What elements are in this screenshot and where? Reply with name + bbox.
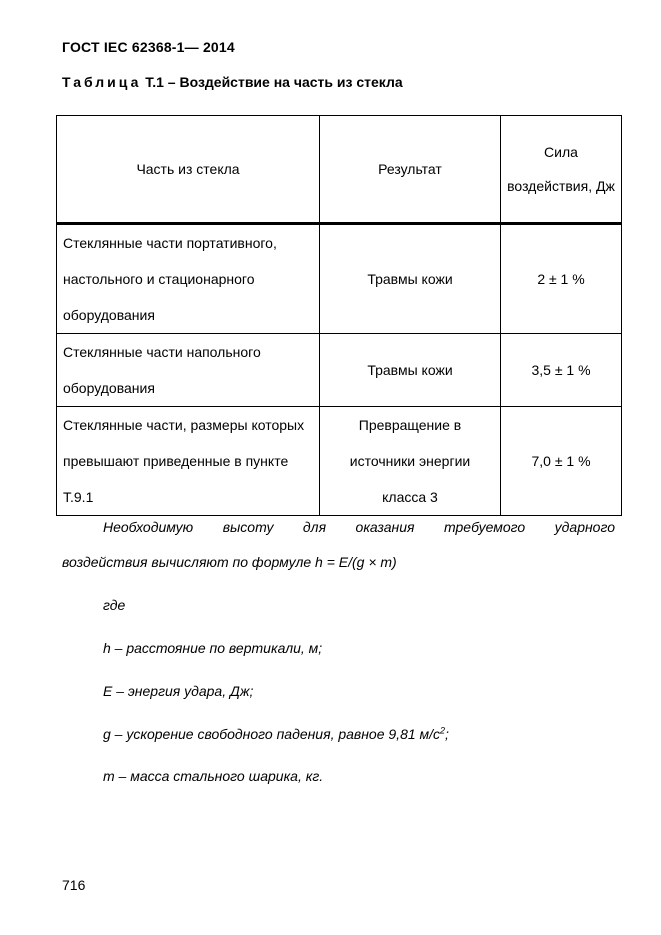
table-caption-title: Т.1 – Воздействие на часть из стекла bbox=[141, 74, 403, 90]
impact-table bbox=[56, 115, 622, 516]
table-cell-force: 3,5 ± 1 % bbox=[501, 334, 622, 407]
formula-paragraph-line1: Необходимую высоту для оказания требуемого ударного bbox=[103, 519, 615, 535]
table-row bbox=[57, 224, 622, 334]
table-cell-result: Превращение в источники энергии класса 3 bbox=[320, 407, 501, 516]
table-cell-part: Стеклянные части портативного, настольного и стационарного оборудования bbox=[57, 224, 320, 334]
definition-g-superscript: 2 bbox=[440, 725, 446, 736]
table-cell-result: Травмы кожи bbox=[320, 334, 501, 407]
where-label: где bbox=[103, 597, 126, 613]
definition-m: m – масса стального шарика, кг. bbox=[103, 768, 324, 784]
table-caption-label: Таблица bbox=[62, 74, 142, 90]
table-caption bbox=[62, 74, 403, 90]
column-header-force: Сила воздействия, Дж bbox=[501, 116, 622, 224]
definition-e: E – энергия удара, Дж; bbox=[103, 683, 254, 699]
definition-g bbox=[103, 726, 449, 742]
table-cell-result: Травмы кожи bbox=[320, 224, 501, 334]
table-row bbox=[57, 407, 622, 516]
page-number: 716 bbox=[62, 877, 86, 893]
definition-g-end: ; bbox=[445, 726, 449, 742]
definition-h: h – расстояние по вертикали, м; bbox=[103, 640, 323, 656]
table-cell-force: 7,0 ± 1 % bbox=[501, 407, 622, 516]
table-cell-part: Стеклянные части, размеры которых превышают приведенные в пункте Т.9.1 bbox=[57, 407, 320, 516]
column-header-result: Результат bbox=[320, 116, 501, 224]
table-row bbox=[57, 334, 622, 407]
table-header-row bbox=[57, 116, 622, 224]
document-header: ГОСТ IEC 62368-1— 2014 bbox=[62, 39, 235, 55]
column-header-part: Часть из стекла bbox=[57, 116, 320, 224]
table-cell-force: 2 ± 1 % bbox=[501, 224, 622, 334]
formula-paragraph-line2: воздействия вычисляют по формуле h = E/(g × m) bbox=[62, 554, 397, 570]
table-cell-part: Стеклянные части напольного оборудования bbox=[57, 334, 320, 407]
definition-g-text: g – ускорение свободного падения, равное 9,81 м/с bbox=[103, 726, 441, 742]
